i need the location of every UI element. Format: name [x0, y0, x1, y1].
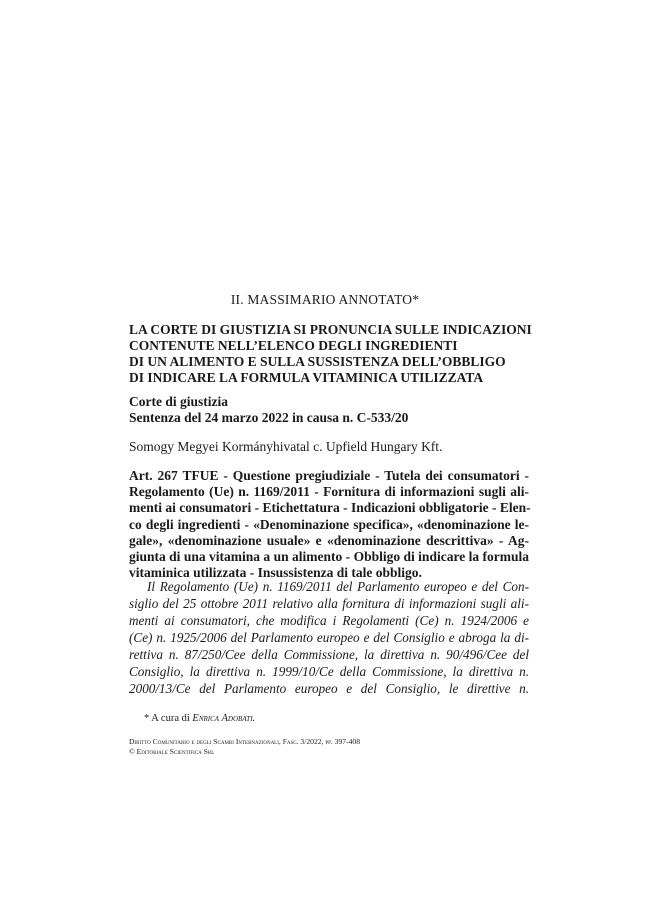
massima-line: (Ce) n. 1925/2006 del Parlamento europeo e del Consiglio e abroga la di- — [129, 630, 529, 645]
massima-line: 2000/13/Ce del Parlamento europeo e del Consiglio, le direttive n. — [129, 681, 529, 696]
court-name: Corte di giustizia — [129, 394, 228, 409]
imprint-line: Diritto Comunitario e degli Scambi Internazionali, Fasc. 3/2022, pp. 397-408 — [129, 737, 360, 746]
imprint-line: © Editoriale Scientifica Srl — [129, 746, 215, 756]
keywords-block — [129, 468, 529, 581]
keywords-line: Art. 267 TFUE - Questione pregiudiziale - Tutela dei consumatori - — [129, 468, 529, 483]
massima-paragraph — [129, 578, 529, 697]
publication-imprint — [129, 737, 360, 756]
keywords-line: vitaminica utilizzata - Insussistenza di tale obbligo. — [129, 565, 422, 581]
heading-line: DI UN ALIMENTO E SULLA SUSSISTENZA DELL’OBBLIGO — [129, 354, 506, 369]
judgment-reference: Sentenza del 24 marzo 2022 in causa n. C-533/20 — [129, 410, 409, 425]
footnote-prefix: * A cura di — [144, 713, 190, 724]
heading-line: LA CORTE DI GIUSTIZIA SI PRONUNCIA SULLE INDICAZIONI — [129, 322, 532, 337]
case-parties: Somogy Megyei Kormányhivatal c. Upfield Hungary Kft. — [129, 439, 443, 454]
keywords-line: gale», «denominazione usuale» e «denominazione descrittiva» - Ag- — [129, 532, 529, 548]
massima-line: rettiva n. 87/250/Cee della Commissione, la direttiva n. 90/496/Cee del — [129, 647, 529, 662]
court-block — [129, 394, 529, 426]
keywords-line: Regolamento (Ue) n. 1169/2011 - Fornitura di informazioni sugli ali- — [129, 484, 529, 500]
massima-line: siglio del 25 ottobre 2011 relativo alla fornitura di informazioni sugli ali- — [129, 596, 529, 611]
keywords-line: co degli ingredienti - «Denominazione specifica», «denominazione le- — [129, 516, 529, 532]
footnote — [144, 713, 255, 724]
massima-line: Il Regolamento (Ue) n. 1169/2011 del Parlamento europeo e del Con- — [147, 579, 529, 594]
heading-line: DI INDICARE LA FORMULA VITAMINICA UTILIZZATA — [129, 370, 484, 385]
section-title: II. MASSIMARIO ANNOTATO* — [230, 292, 420, 307]
keywords-line: menti ai consumatori - Etichettatura - Indicazioni obbligatorie - Elen- — [129, 500, 531, 516]
footnote-author: Enrica Adobati. — [192, 713, 256, 724]
article-heading — [129, 322, 532, 386]
massima-line: menti ai consumatori, che modifica i Regolamenti (Ce) n. 1924/2006 e — [129, 613, 529, 628]
keywords-line: giunta di una vitamina a un alimento - Obbligo di indicare la formula — [129, 549, 529, 565]
massima-line: Consiglio, la direttiva n. 1999/10/Ce della Commissione, la direttiva n. — [129, 664, 529, 679]
heading-line: CONTENUTE NELL’ELENCO DEGLI INGREDIENTI — [129, 338, 458, 353]
